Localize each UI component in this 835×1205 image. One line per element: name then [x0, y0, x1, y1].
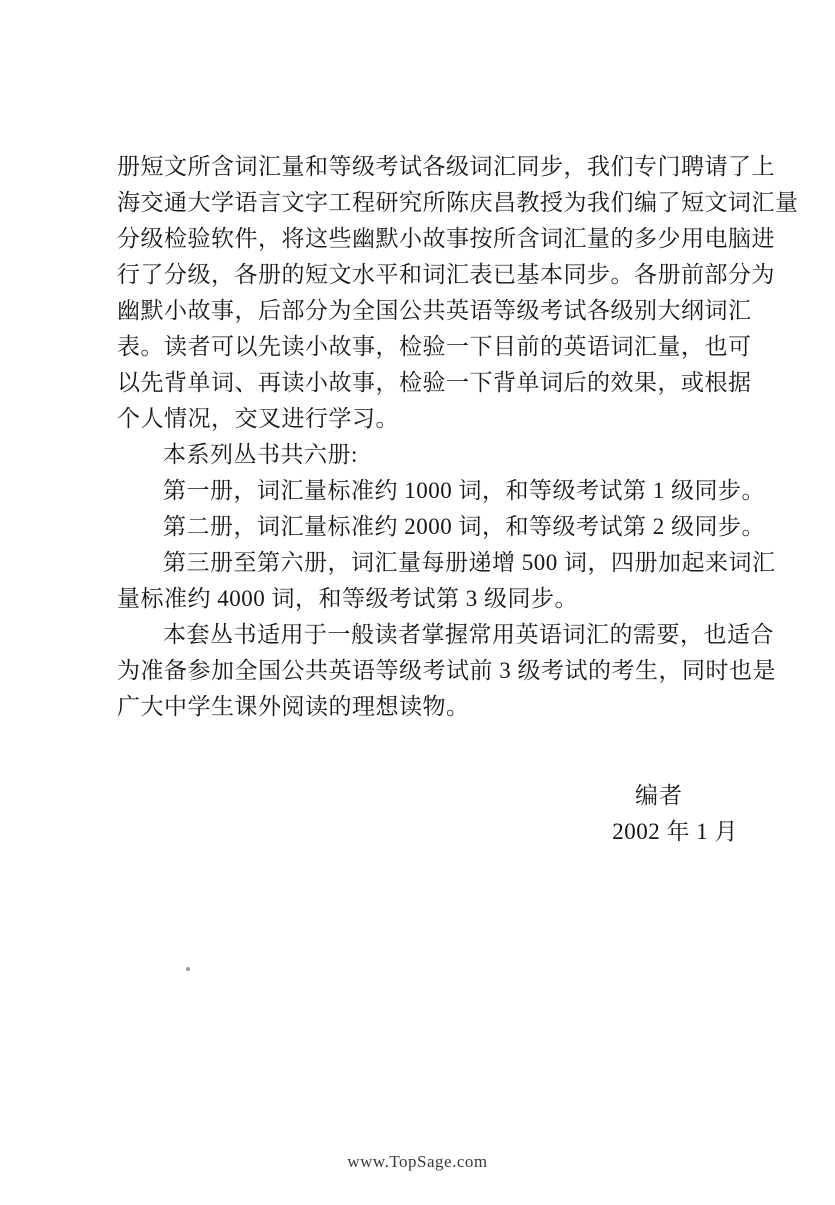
preface-body — [117, 149, 799, 725]
text-line: 幽默小故事，后部分为全国公共英语等级考试各级别大纲词汇 — [117, 298, 752, 323]
text-line-volumes-3-6: 第三册至第六册，词汇量每册递增 500 词，四册加起来词汇 — [163, 550, 776, 575]
text-line: 行了分级，各册的短文水平和词汇表已基本同步。各册前部分为 — [117, 262, 775, 287]
text-line: 量标准约 4000 词，和等级考试第 3 级同步。 — [117, 586, 578, 611]
scan-speck — [186, 967, 190, 971]
text-line: 册短文所含词汇量和等级考试各级词汇同步，我们专门聘请了上 — [117, 154, 775, 179]
text-line: 海交通大学语言文字工程研究所陈庆昌教授为我们编了短文词汇量 — [117, 190, 799, 215]
footer-watermark: www.TopSage.com — [347, 1152, 488, 1171]
text-line: 个人情况，交叉进行学习。 — [117, 406, 399, 431]
text-line-volume-2: 第二册，词汇量标准约 2000 词，和等级考试第 2 级同步。 — [163, 514, 765, 539]
text-line: 广大中学生课外阅读的理想读物。 — [117, 694, 470, 719]
signature-date: 2002 年 1 月 — [612, 819, 738, 844]
text-line-audience: 本套丛书适用于一般读者掌握常用英语词汇的需要，也适合 — [163, 622, 774, 647]
text-line-series-intro: 本系列丛书共六册: — [163, 442, 358, 467]
text-line: 以先背单词、再读小故事，检验一下背单词后的效果，或根据 — [117, 370, 752, 395]
text-line: 表。读者可以先读小故事，检验一下目前的英语词汇量，也可 — [117, 334, 752, 359]
text-line-volume-1: 第一册，词汇量标准约 1000 词，和等级考试第 1 级同步。 — [163, 478, 765, 503]
text-line: 分级检验软件，将这些幽默小故事按所含词汇量的多少用电脑进 — [117, 226, 775, 251]
text-line: 为准备参加全国公共英语等级考试前 3 级考试的考生，同时也是 — [117, 658, 776, 683]
signature-author: 编者 — [635, 783, 683, 808]
